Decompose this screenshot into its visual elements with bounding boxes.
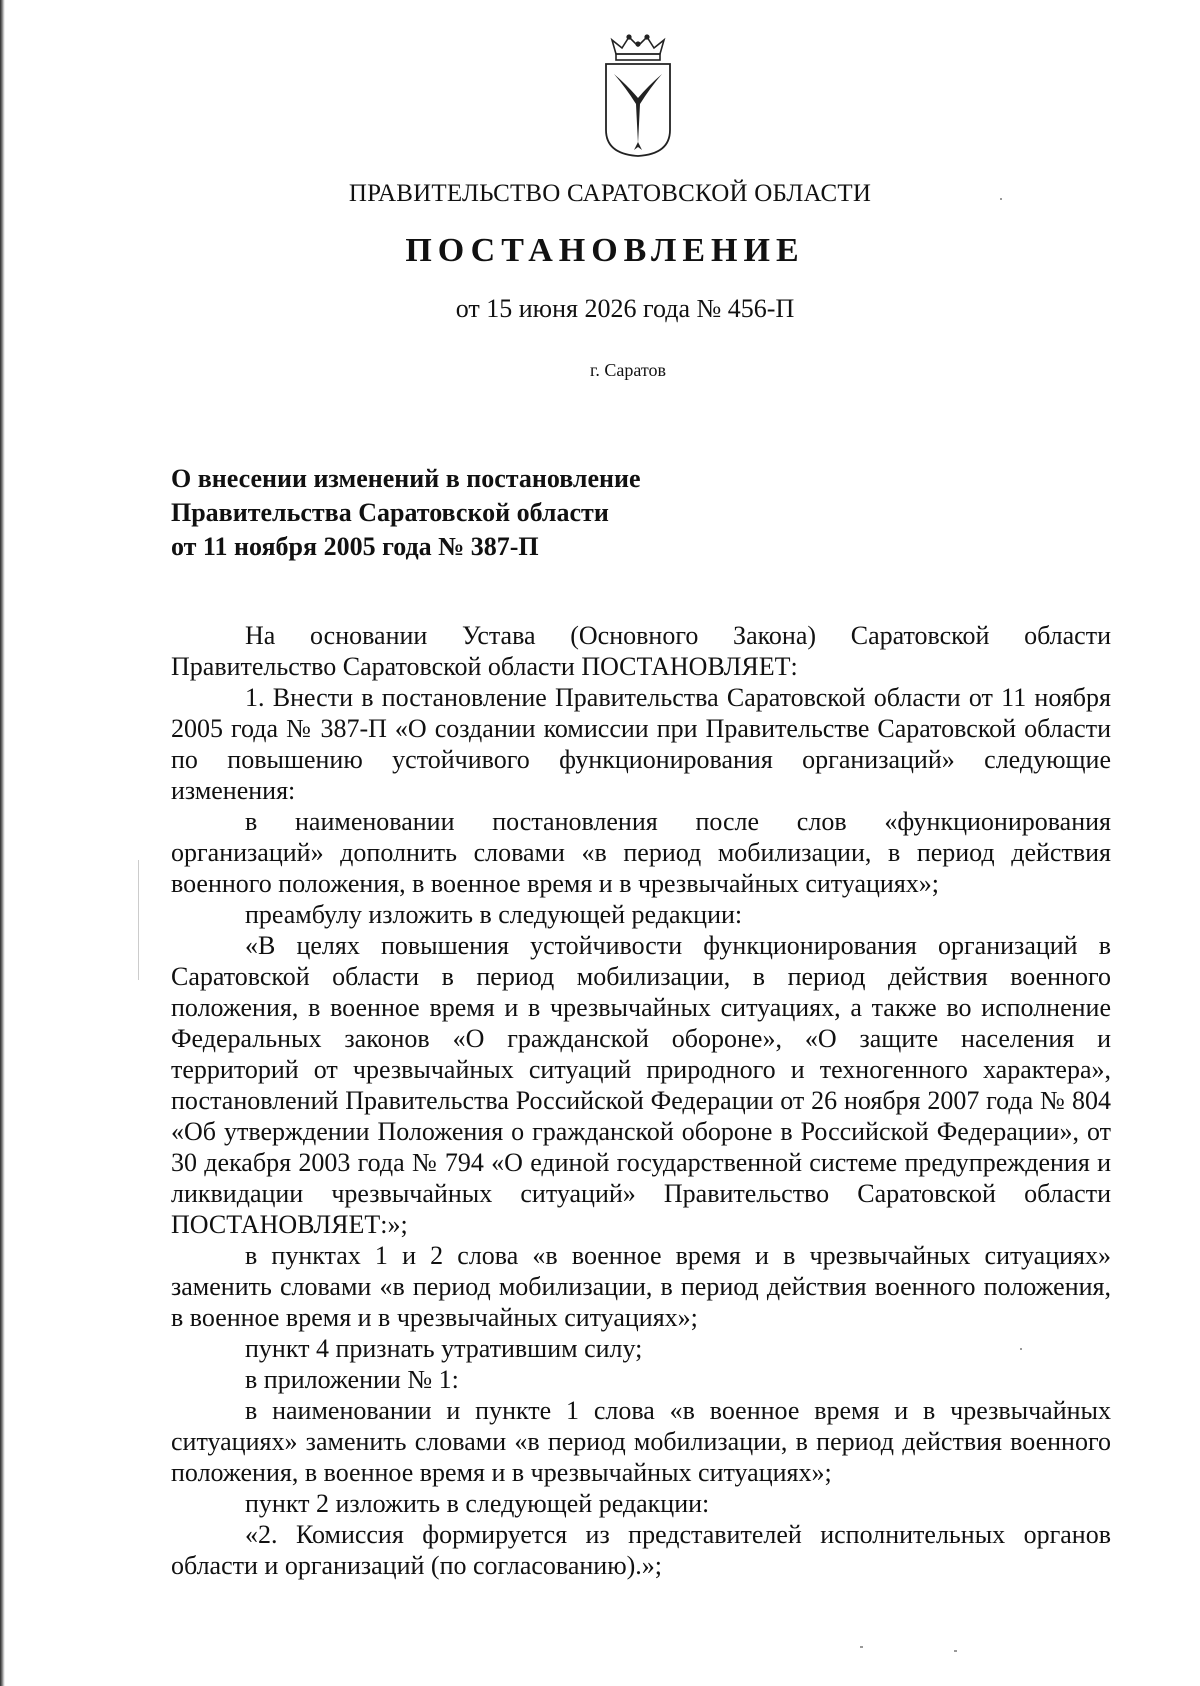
scan-speck (1020, 1348, 1022, 1350)
subject-line: Правительства Саратовской области (171, 498, 609, 527)
document-date-number: от 15 июня 2026 года № 456-П (455, 294, 795, 323)
scan-speck (860, 1646, 863, 1648)
scan-speck (1000, 198, 1002, 200)
scan-speck (138, 860, 139, 980)
body-paragraph: «В целях повышения устойчивости функционирования организаций в Саратовской области в период мобилизации, в период действия военного положения, в военное время и в чрезвычайных ситуациях, а также во исполнение Федеральных законов «О гражданской обороне», «О защите населения и территорий от чрезвычайных ситуаций природного и техногенного характера», постановлений Правительства Российской Федерации от 26 ноября 2007 года № 804 «Об утверждении Положения о гражданской обороне в Российской Федерации», от 30 декабря 2003 года № 794 «О единой государственной системе предупреждения и ликвидации чрезвычайных ситуаций» Правительство Саратовской области ПОСТАНОВЛЯЕТ:»; (171, 931, 1111, 1239)
body-paragraph: в приложении № 1: (245, 1365, 459, 1394)
body-paragraph: На основании Устава (Основного Закона) Саратовской области Правительство Саратовской области ПОСТАНОВЛЯЕТ: (171, 621, 1111, 681)
body-paragraph: 1. Внести в постановление Правительства Саратовской области от 11 ноября 2005 года № 387-П «О создании комиссии при Правительстве Саратовской области по повышению устойчивого функционирования организаций» следующие изменения: (171, 683, 1111, 805)
document-subject (171, 462, 641, 564)
saratov-coat-of-arms-icon (598, 34, 678, 158)
document-body (171, 620, 1111, 1581)
document-city: г. Саратов (590, 360, 666, 380)
body-paragraph: в наименовании и пункте 1 слова «в военное время и в чрезвычайных ситуациях» заменить словами «в период мобилизации, в период действия военного положения, в военное время и в чрезвычайных ситуациях»; (171, 1396, 1111, 1487)
subject-line: от 11 ноября 2005 года № 387-П (171, 532, 539, 561)
body-paragraph: в наименовании постановления после слов «функционирования организаций» дополнить словами «в период мобилизации, в период действия военного положения, в военное время и в чрезвычайных ситуациях»; (171, 807, 1111, 898)
body-paragraph: «2. Комиссия формируется из представителей исполнительных органов области и организаций (по согласованию).»; (171, 1520, 1111, 1580)
body-paragraph: в пунктах 1 и 2 слова «в военное время и в чрезвычайных ситуациях» заменить словами «в период мобилизации, в период действия военного положения, в военное время и в чрезвычайных ситуациях»; (171, 1241, 1111, 1332)
subject-line: О внесении изменений в постановление (171, 464, 641, 493)
document-type: ПОСТАНОВЛЕНИЕ (405, 232, 805, 269)
body-paragraph: пункт 2 изложить в следующей редакции: (245, 1489, 710, 1518)
body-paragraph: преамбулу изложить в следующей редакции: (245, 900, 743, 929)
organization-title: ПРАВИТЕЛЬСТВО САРАТОВСКОЙ ОБЛАСТИ (348, 180, 872, 207)
scan-speck (954, 1650, 957, 1652)
body-paragraph: пункт 4 признать утратившим силу; (245, 1334, 643, 1363)
